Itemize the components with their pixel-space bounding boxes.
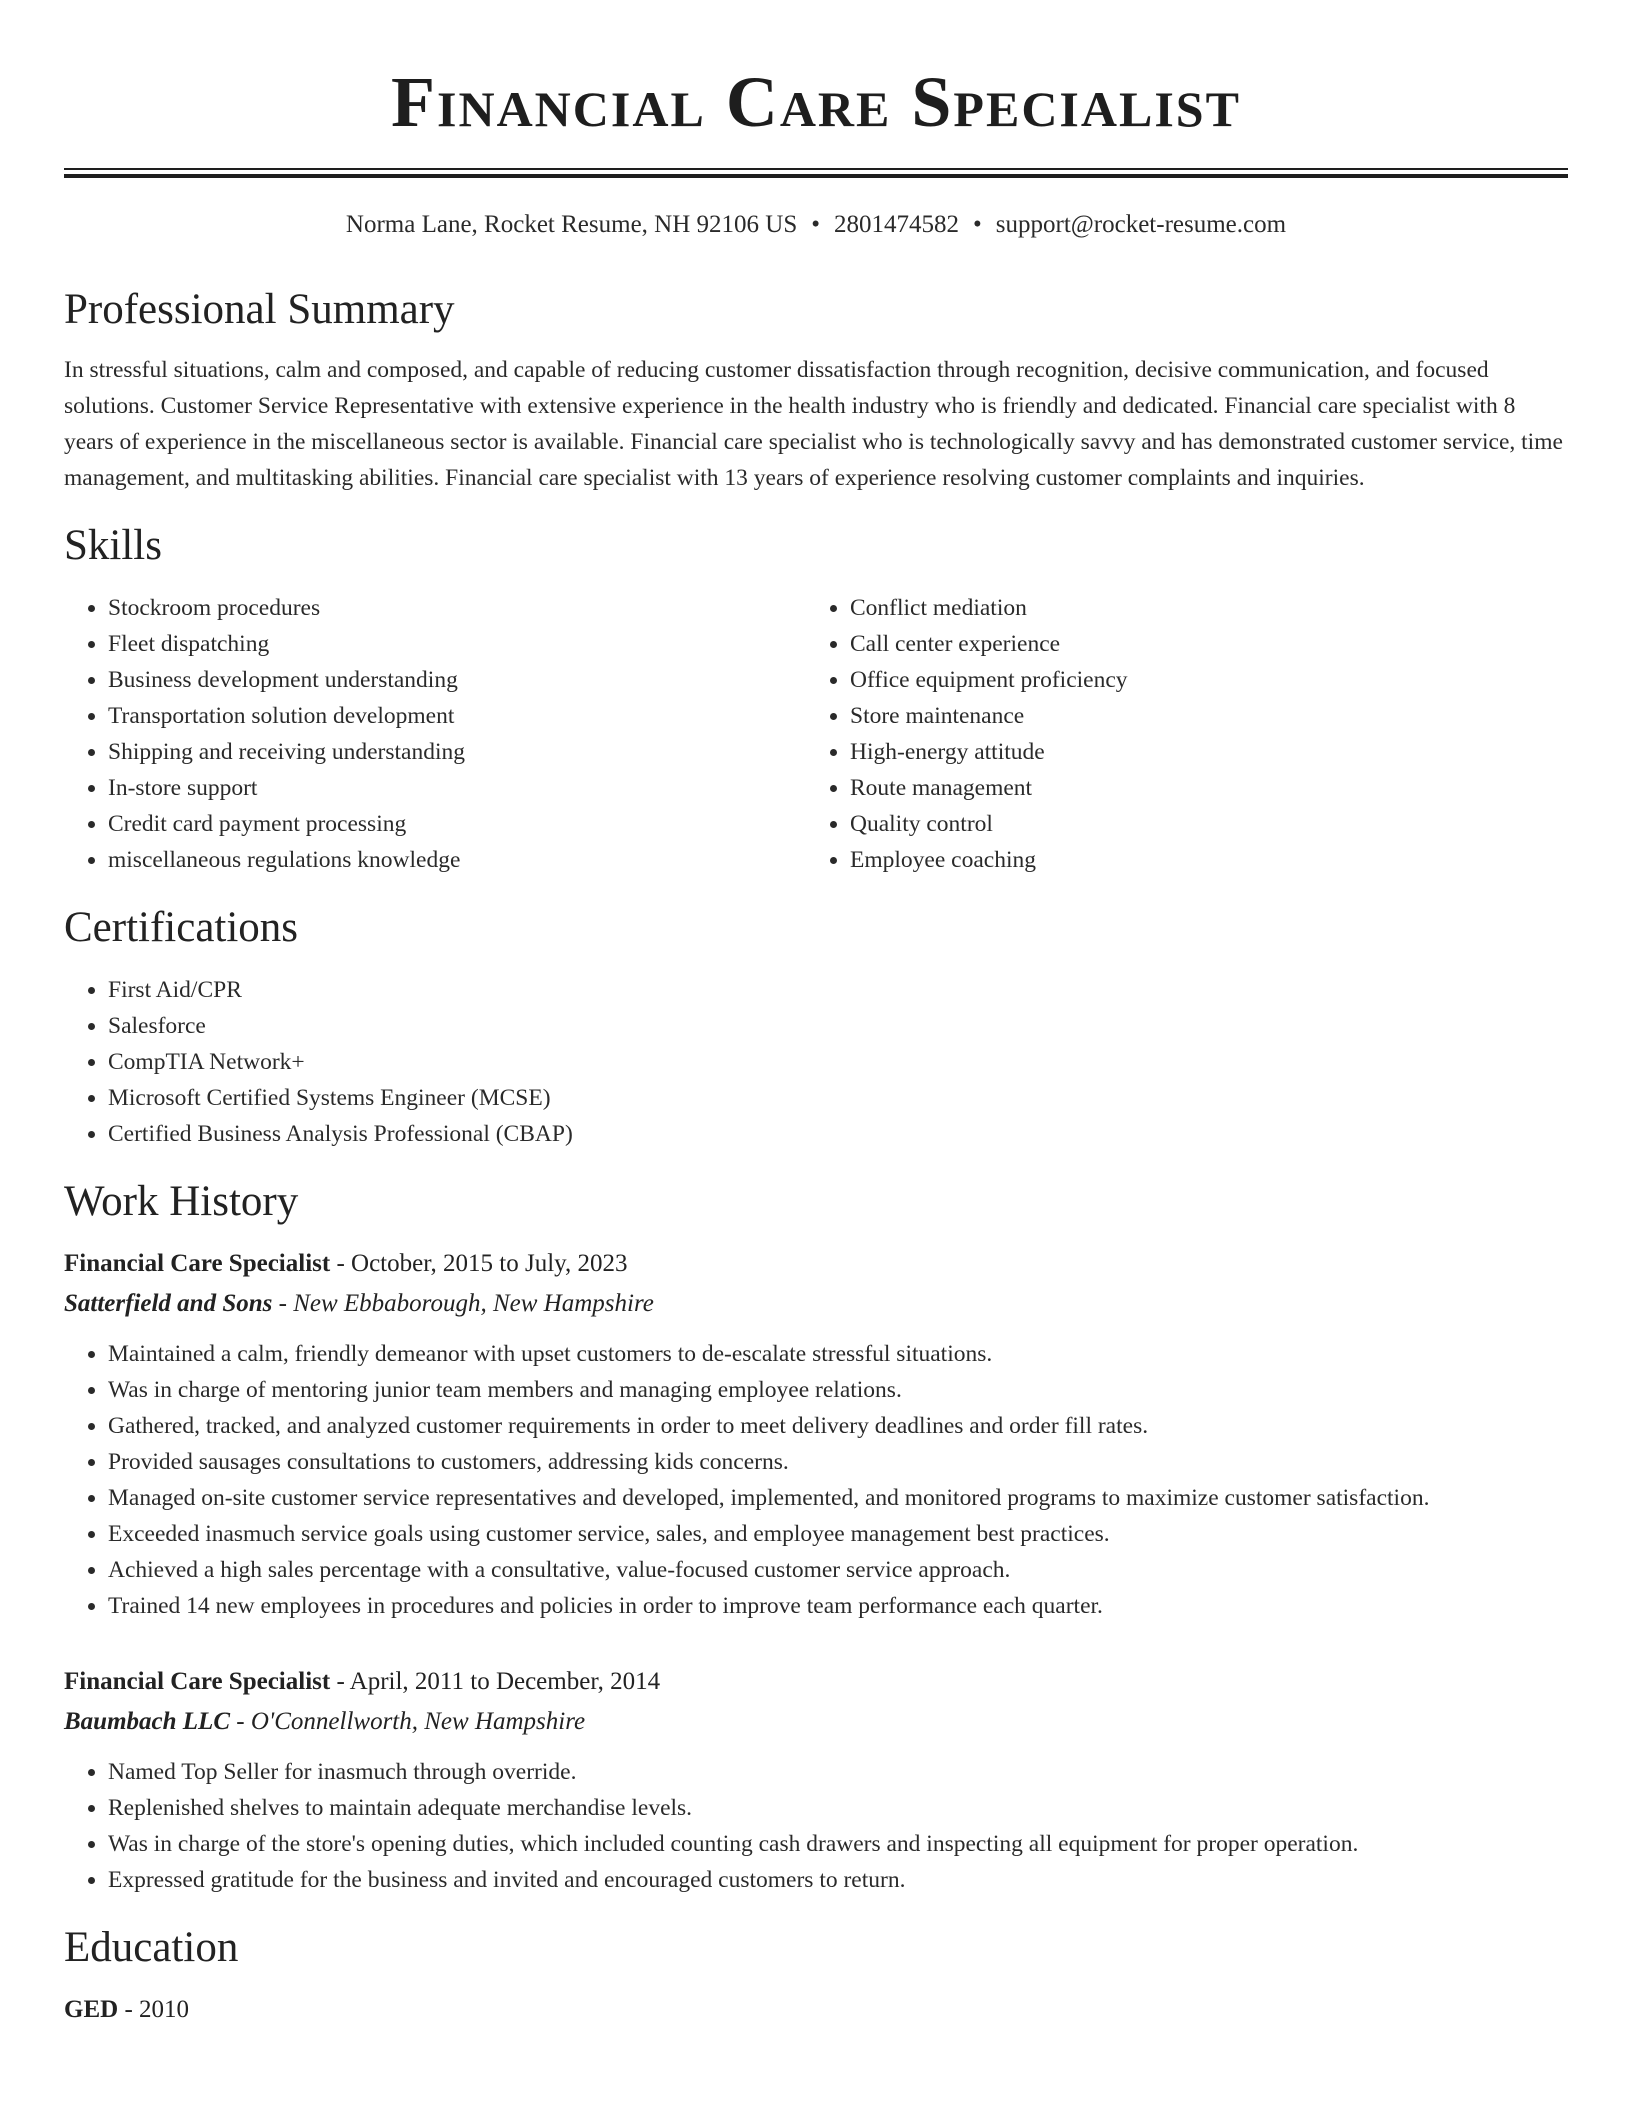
list-item: • Provided sausages consultations to customers, addressing kids concerns. xyxy=(108,1444,1568,1480)
list-item: • Business development understanding xyxy=(108,662,806,698)
certifications-section xyxy=(64,902,1568,1152)
contact-separator: • xyxy=(973,211,982,238)
contact-address: Norma Lane, Rocket Resume, NH 92106 US xyxy=(345,211,798,238)
job-dates: - April, 2011 to December, 2014 xyxy=(330,1668,661,1695)
summary-text: In stressful situations, calm and composed, and capable of reducing customer dissatisfaction through recognition, decisive communication, and focused solutions. Customer Service Representative with extensive experience in the health industry who is friendly and dedicated. Financial care specialist with 8 years of experience in the miscellaneous sector is available. Financial care specialist who is technologically savvy and has demonstrated customer service, time management, and multitasking abilities. Financial care specialist with 13 years of experience resolving customer complaints and inquiries. xyxy=(64,357,1563,491)
list-item: • Shipping and receiving understanding xyxy=(108,734,806,770)
job-entry xyxy=(64,1662,1568,1898)
education-degree: GED xyxy=(64,1996,119,2023)
list-item: • Fleet dispatching xyxy=(108,626,806,662)
job-title: Financial Care Specialist xyxy=(64,1250,331,1277)
list-item: • Gathered, tracked, and analyzed customer requirements in order to meet delivery deadlines and order fill rates. xyxy=(108,1408,1568,1444)
list-item: • Maintained a calm, friendly demeanor with upset customers to de-escalate stressful situations. xyxy=(108,1336,1568,1372)
list-item: • Managed on-site customer service representatives and developed, implemented, and monitored programs to maximize customer satisfaction. xyxy=(108,1480,1568,1516)
job-company: Satterfield and Sons xyxy=(64,1290,273,1317)
list-item: • Office equipment proficiency xyxy=(850,662,1548,698)
job-dates: - October, 2015 to July, 2023 xyxy=(330,1250,628,1277)
list-item: • Stockroom procedures xyxy=(108,590,806,626)
skills-list-left xyxy=(64,590,806,878)
list-item: • Trained 14 new employees in procedures and policies in order to improve team performance each quarter. xyxy=(108,1588,1568,1624)
section-heading: Work History xyxy=(64,1178,299,1225)
contact-line xyxy=(64,208,1568,242)
contact-email: support@rocket-resume.com xyxy=(995,211,1287,238)
work-history-section xyxy=(64,1176,1568,1898)
list-item: • CompTIA Network+ xyxy=(108,1044,1568,1080)
list-item: • Salesforce xyxy=(108,1008,1568,1044)
list-item: • Conflict mediation xyxy=(850,590,1548,626)
list-item: • Expressed gratitude for the business and invited and encouraged customers to return. xyxy=(108,1862,1568,1898)
list-item: • Achieved a high sales percentage with a consultative, value-focused customer service approach. xyxy=(108,1552,1568,1588)
job-entry xyxy=(64,1244,1568,1624)
list-item: • Credit card payment processing xyxy=(108,806,806,842)
list-item: • miscellaneous regulations knowledge xyxy=(108,842,806,878)
list-item: • Certified Business Analysis Professional (CBAP) xyxy=(108,1116,1568,1152)
section-heading: Certifications xyxy=(64,904,299,951)
job-location: - New Ebbaborough, New Hampshire xyxy=(272,1290,654,1317)
list-item: • Replenished shelves to maintain adequate merchandise levels. xyxy=(108,1790,1568,1826)
list-item: • In-store support xyxy=(108,770,806,806)
skills-column-left xyxy=(64,590,806,878)
list-item: • Store maintenance xyxy=(850,698,1548,734)
job-title-line xyxy=(64,1244,1568,1284)
professional-summary-section xyxy=(64,284,1568,496)
list-item: • Was in charge of the store's opening duties, which included counting cash drawers and inspecting all equipment for proper operation. xyxy=(108,1826,1568,1862)
list-item: • Microsoft Certified Systems Engineer (MCSE) xyxy=(108,1080,1568,1116)
certifications-list xyxy=(64,972,1568,1152)
title-divider xyxy=(64,168,1568,178)
section-heading: Education xyxy=(64,1924,239,1971)
education-section xyxy=(64,1922,1568,2030)
contact-separator: • xyxy=(811,211,820,238)
job-company-line xyxy=(64,1284,1568,1324)
skills-column-right xyxy=(806,590,1548,878)
list-item: • Named Top Seller for inasmuch through override. xyxy=(108,1754,1568,1790)
skills-section xyxy=(64,520,1568,878)
list-item: • Call center experience xyxy=(850,626,1548,662)
job-company-line xyxy=(64,1702,1568,1742)
contact-phone: 2801474582 xyxy=(834,211,959,238)
list-item: • Route management xyxy=(850,770,1548,806)
list-item: • First Aid/CPR xyxy=(108,972,1568,1008)
list-item: • Quality control xyxy=(850,806,1548,842)
job-title-line xyxy=(64,1662,1568,1702)
list-item: • Was in charge of mentoring junior team members and managing employee relations. xyxy=(108,1372,1568,1408)
list-item: • Employee coaching xyxy=(850,842,1548,878)
job-company: Baumbach LLC xyxy=(64,1708,230,1735)
section-heading: Professional Summary xyxy=(64,286,455,333)
section-heading: Skills xyxy=(64,522,162,569)
skills-list-right xyxy=(806,590,1548,878)
skills-grid xyxy=(64,590,1568,878)
list-item: • High-energy attitude xyxy=(850,734,1548,770)
resume-title: Financial Care Specialist xyxy=(391,62,1241,142)
job-bullets xyxy=(64,1754,1568,1898)
list-item: • Exceeded inasmuch service goals using customer service, sales, and employee management best practices. xyxy=(108,1516,1568,1552)
job-title: Financial Care Specialist xyxy=(64,1668,331,1695)
education-entry xyxy=(64,1990,1568,2030)
job-bullets xyxy=(64,1336,1568,1624)
list-item: • Transportation solution development xyxy=(108,698,806,734)
job-location: - O'Connellworth, New Hampshire xyxy=(230,1708,586,1735)
education-year: - 2010 xyxy=(118,1996,190,2023)
